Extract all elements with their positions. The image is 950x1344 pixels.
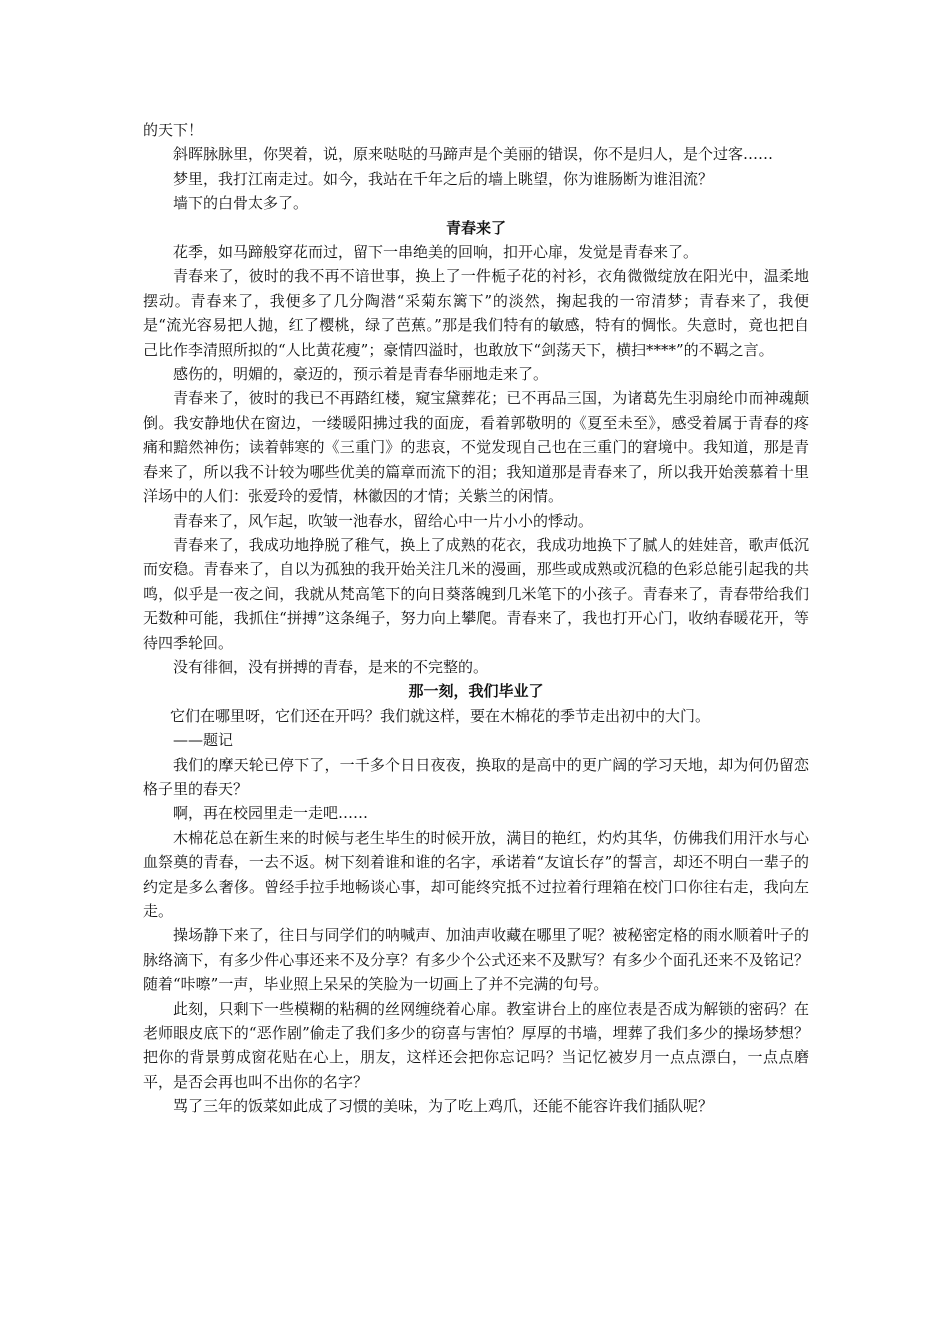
paragraph-continuation: 的天下！ [143,121,204,139]
paragraph: 此刻，只剩下一些模糊的粘稠的丝网缠绕着心扉。教室讲台上的座位表是否成为解锁的密码？在老师眼皮底下的“恶作剧”偷走了我们多少的窃喜与害怕？厚厚的书墙，埋葬了我们多少的操场梦想？把你的背景剪成窗花贴在心上，朋友，这样还会把你忘记吗？当记忆被岁月一点点漂白，一点点磨平，是否会再也叫不出你的名字？ [143,999,809,1091]
paragraph: 青春来了，彼时的我已不再踏红楼，窥宝黛葬花；已不再品三国，为诸葛先生羽扇纶巾而神魂颠倒。我安静地伏在窗边，一缕暖阳拂过我的面庞，看着郭敬明的《夏至未至》，感受着属于青春的疼痛和黯然神伤；读着韩寒的《三重门》的悲哀，不觉发现自己也在三重门的窘境中。我知道，那是青春来了，所以我不计较为哪些优美的篇章而流下的泪；我知道那是青春来了，所以我开始羡慕着十里洋场中的人们：张爱玲的爱情，林徽因的才情；关紫兰的闲情。 [143,389,809,506]
paragraph: 青春来了，我成功地挣脱了稚气，换上了成熟的花衣，我成功地换下了腻人的娃娃音，歌声低沉而安稳。青春来了，自以为孤独的我开始关注几米的漫画，那些或成熟或沉稳的色彩总能引起我的共鸣，似乎是一夜之间，我就从梵高笔下的向日葵落魄到几米笔下的小孩子。青春来了，青春带给我们无数种可能，我抓住“拼搏”这条绳子，努力向上攀爬。青春来了，我也打开心门，收纳春暖花开，等待四季轮回。 [143,535,809,652]
document-page [143,118,809,1119]
paragraph: 青春来了，风乍起，吹皱一池春水，留给心中一片小小的悸动。 [173,511,594,530]
paragraph: 感伤的，明媚的，豪迈的，预示着是青春华丽地走来了。 [173,365,549,384]
epigraph-signature: ——题记 [173,731,234,750]
paragraph: 木棉花总在新生来的时候与老生毕生的时候开放，满目的艳红，灼灼其华，仿佛我们用汗水与心血祭奠的青春，一去不返。树下刻着谁和谁的名字，承诺着“友谊长存”的誓言，却还不明白一辈子的约定是多么奢侈。曾经手拉手地畅谈心事，却可能终究抵不过拉着行理箱在校门口你往右走，我向左走。 [143,828,809,920]
paragraph: 啊，再在校园里走一走吧…… [173,804,369,823]
paragraph: 梦里，我打江南走过。如今，我站在千年之后的墙上眺望，你为谁肠断为谁泪流？ [173,169,714,188]
section-title-qingchun: 青春来了 [445,218,506,237]
paragraph: 骂了三年的饭菜如此成了习惯的美味，为了吃上鸡爪，还能不能容许我们插队呢？ [173,1097,714,1116]
paragraph: 斜晖脉脉里，你哭着，说，原来哒哒的马蹄声是个美丽的错误，你不是归人，是个过客…… [173,145,774,164]
paragraph: 我们的摩天轮已停下了，一千多个日日夜夜，换取的是高中的更广阔的学习天地，却为何仍留恋格子里的春天？ [143,755,809,798]
paragraph: 操场静下来了，往日与同学们的呐喊声、加油声收藏在哪里了呢？被秘密定格的雨水顺着叶子的脉络滴下，有多少件心事还来不及分享？有多少个公式还来不及默写？有多少个面孔还来不及铭记？随着“咔嚓”一声，毕业照上呆呆的笑脸为一切画上了并不完满的句号。 [143,926,809,994]
paragraph: 没有徘徊，没有拼搏的青春，是来的不完整的。 [173,657,489,676]
epigraph: 它们在哪里呀，它们还在开吗？我们就这样，要在木棉花的季节走出初中的大门。 [170,706,711,725]
paragraph: 墙下的白骨太多了。 [173,194,309,213]
paragraph: 花季，如马蹄般穿花而过，留下一串绝美的回响，扣开心扉，发觉是青春来了。 [173,243,699,262]
paragraph: 青春来了，彼时的我不再不谙世事，换上了一件栀子花的衬衫，衣角微微绽放在阳光中，温柔地摆动。青春来了，我便多了几分陶潜“采菊东篱下”的淡然，掬起我的一帘清梦；青春来了，我便是“流光容易把人抛，红了樱桃，绿了芭蕉。”那是我们特有的敏感，特有的惆怅。失意时，竟也把自己比作李清照所拟的“人比黄花瘦”；豪情四溢时，也敢放下“剑荡天下，横扫****”的不羁之言。 [143,267,809,359]
section-title-biye: 那一刻，我们毕业了 [408,682,544,701]
